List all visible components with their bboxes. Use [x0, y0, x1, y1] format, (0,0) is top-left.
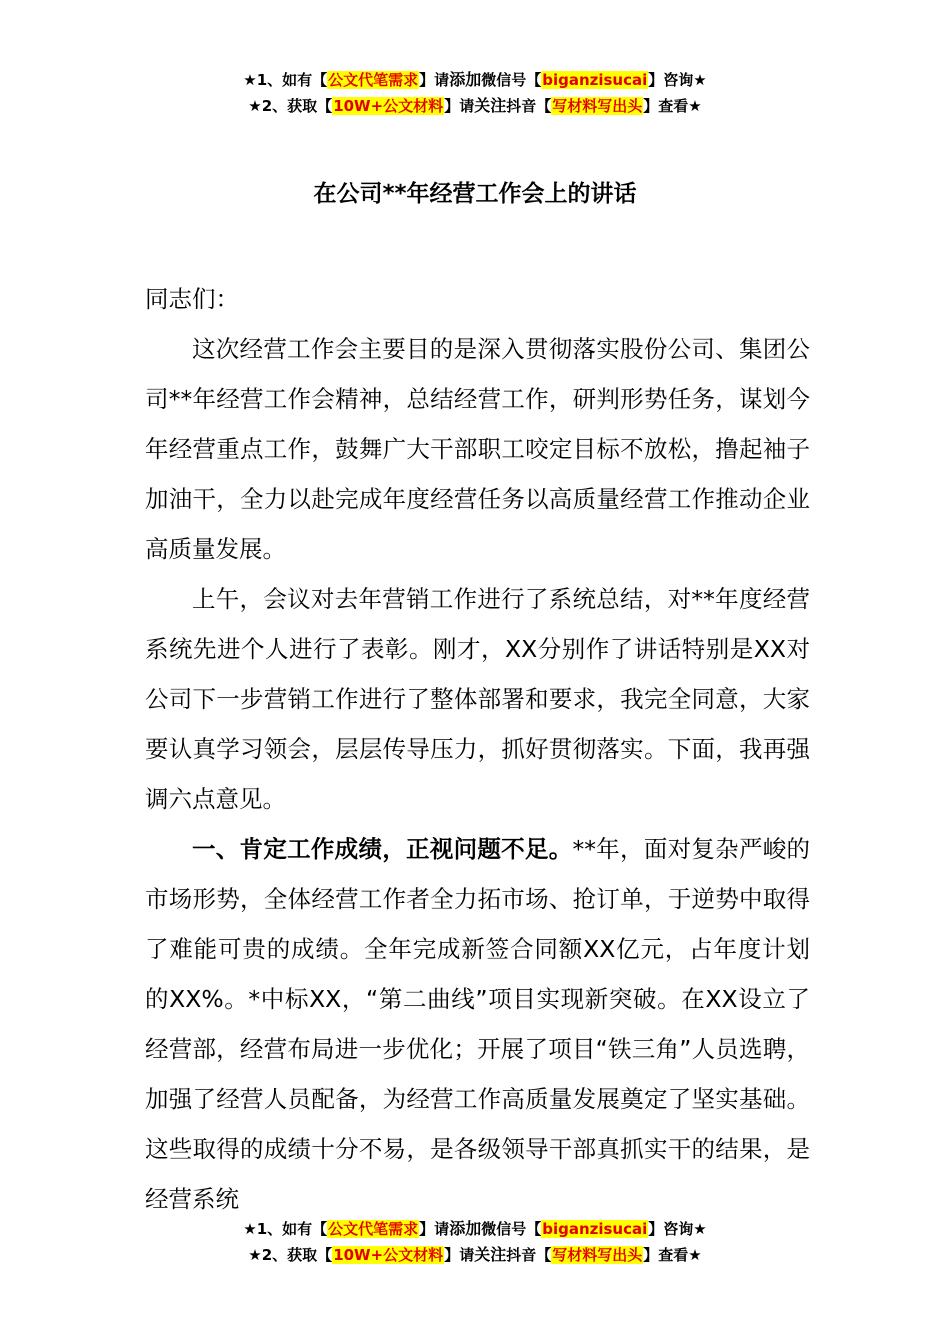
- footer-banner: [0, 1216, 950, 1268]
- banner-line-1: ★1、如有【公文代笔需求】请添加微信号【biganzisucai】咨询★: [243, 1219, 707, 1238]
- section-heading: 一、肯定工作成绩，正视问题不足。: [192, 835, 573, 863]
- header-banner: [0, 67, 950, 119]
- paragraph: 上午，会议对去年营销工作进行了系统总结，对**年度经营系统先进个人进行了表彰。刚才，XX分别作了讲话特别是XX对公司下一步营销工作进行了整体部署和要求，我完全同意，大家要认真学习领会，层层传导压力，抓好贯彻落实。下面，我再强调六点意见。: [145, 585, 810, 813]
- banner-line-2: ★2、获取【10W+公文材料】请关注抖音【写材料写出头】查看★: [248, 1245, 702, 1264]
- highlight-douyin-account: 写材料写出头: [552, 97, 643, 115]
- document-title: 在公司**年经营工作会上的讲话: [313, 181, 637, 207]
- highlight-materials: 10W+公文材料: [333, 97, 444, 115]
- salutation: 同志们：: [145, 285, 239, 313]
- highlight-wechat-id: biganzisucai: [542, 1220, 648, 1238]
- document-body: [145, 274, 810, 1224]
- highlight-materials: 10W+公文材料: [333, 1246, 444, 1264]
- paragraph: 这次经营工作会主要目的是深入贯彻落实股份公司、集团公司**年经营工作会精神，总结经营工作，研判形势任务，谋划今年经营重点工作，鼓舞广大干部职工咬定目标不放松，撸起袖子加油干，全力以赴完成年度经营任务以高质量经营工作推动企业高质量发展。: [145, 335, 810, 563]
- highlight-douyin-account: 写材料写出头: [552, 1246, 643, 1264]
- highlight-service: 公文代笔需求: [328, 71, 419, 89]
- banner-line-2: ★2、获取【10W+公文材料】请关注抖音【写材料写出头】查看★: [248, 96, 702, 115]
- banner-line-1: ★1、如有【公文代笔需求】请添加微信号【biganzisucai】咨询★: [243, 70, 707, 89]
- highlight-service: 公文代笔需求: [328, 1220, 419, 1238]
- paragraph: 一、肯定工作成绩，正视问题不足。**年，面对复杂严峻的市场形势，全体经营工作者全力拓市场、抢订单，于逆势中取得了难能可贵的成绩。全年完成新签合同额XX亿元，占年度计划的XX%。*中标XX，“第二曲线”项目实现新突破。在XX设立了经营部，经营布局进一步优化；开展了项目“铁三角”人员选聘，加强了经营人员配备，为经营工作高质量发展奠定了坚实基础。这些取得的成绩十分不易，是各级领导干部真抓实干的结果，是经营系统: [145, 835, 811, 1213]
- highlight-wechat-id: biganzisucai: [542, 71, 648, 89]
